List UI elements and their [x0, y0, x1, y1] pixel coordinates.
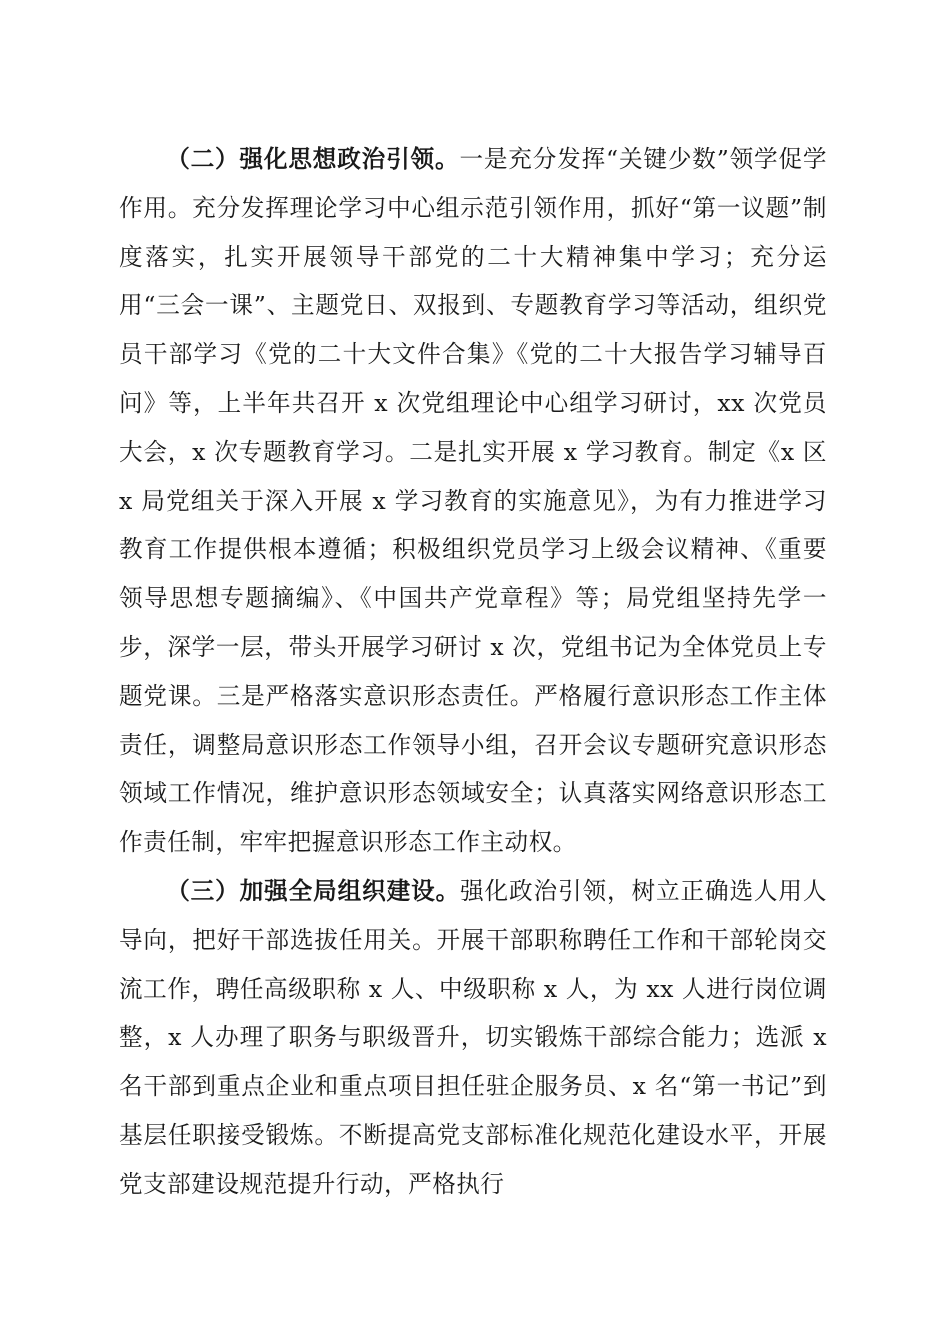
paragraph-2-heading: （二）强化思想政治引领。 [166, 145, 460, 173]
paragraph-3 [119, 867, 827, 1209]
paragraph-3-heading: （三）加强全局组织建设。 [166, 876, 461, 905]
paragraph-3-text: 强化政治引领，树立正确选人用人导向，把好干部选拔任用关。开展干部职称聘任工作和干部轮岗交流工作，聘任高级职称 x 人、中级职称 x 人，为 xx 人进行岗位调整，x 人办理了职务与职级晋升，切实锻炼干部综合能力；选派 x 名干部到重点企业和重点项目担任驻企服务员、x 名“第一书记”到基层任职接受锻炼。不断提高党支部标准化规范化建设水平，开展党支部建设规范提升行动，严格执行 [119, 876, 828, 1198]
document-body [119, 135, 827, 1209]
paragraph-2 [119, 135, 827, 867]
paragraph-2-text: 一是充分发挥“关键少数”领学促学作用。充分发挥理论学习中心组示范引领作用，抓好“第一议题”制度落实，扎实开展领导干部党的二十大精神集中学习；充分运用“三会一课”、主题党日、双报到、专题教育学习等活动，组织党员干部学习《党的二十大文件合集》《党的二十大报告学习辅导百问》等，上半年共召开 x 次党组理论中心组学习研讨，xx 次党员大会，x 次专题教育学习。二是扎实开展 x 学习教育。制定《x 区 x 局党组关于深入开展 x 学习教育的实施意见》，为有力推进学习教育工作提供根本遵循；积极组织党员学习上级会议精神、《重要领导思想专题摘编》、《中国共产党章程》等；局党组坚持先学一步，深学一层，带头开展学习研讨 x 次，党组书记为全体党员上专题党课。三是严格落实意识形态责任。严格履行意识形态工作主体责任，调整局意识形态工作领导小组，召开会议专题研究意识形态领域工作情况，维护意识形态领域安全；认真落实网络意识形态工作责任制，牢牢把握意识形态工作主动权。 [119, 145, 828, 857]
